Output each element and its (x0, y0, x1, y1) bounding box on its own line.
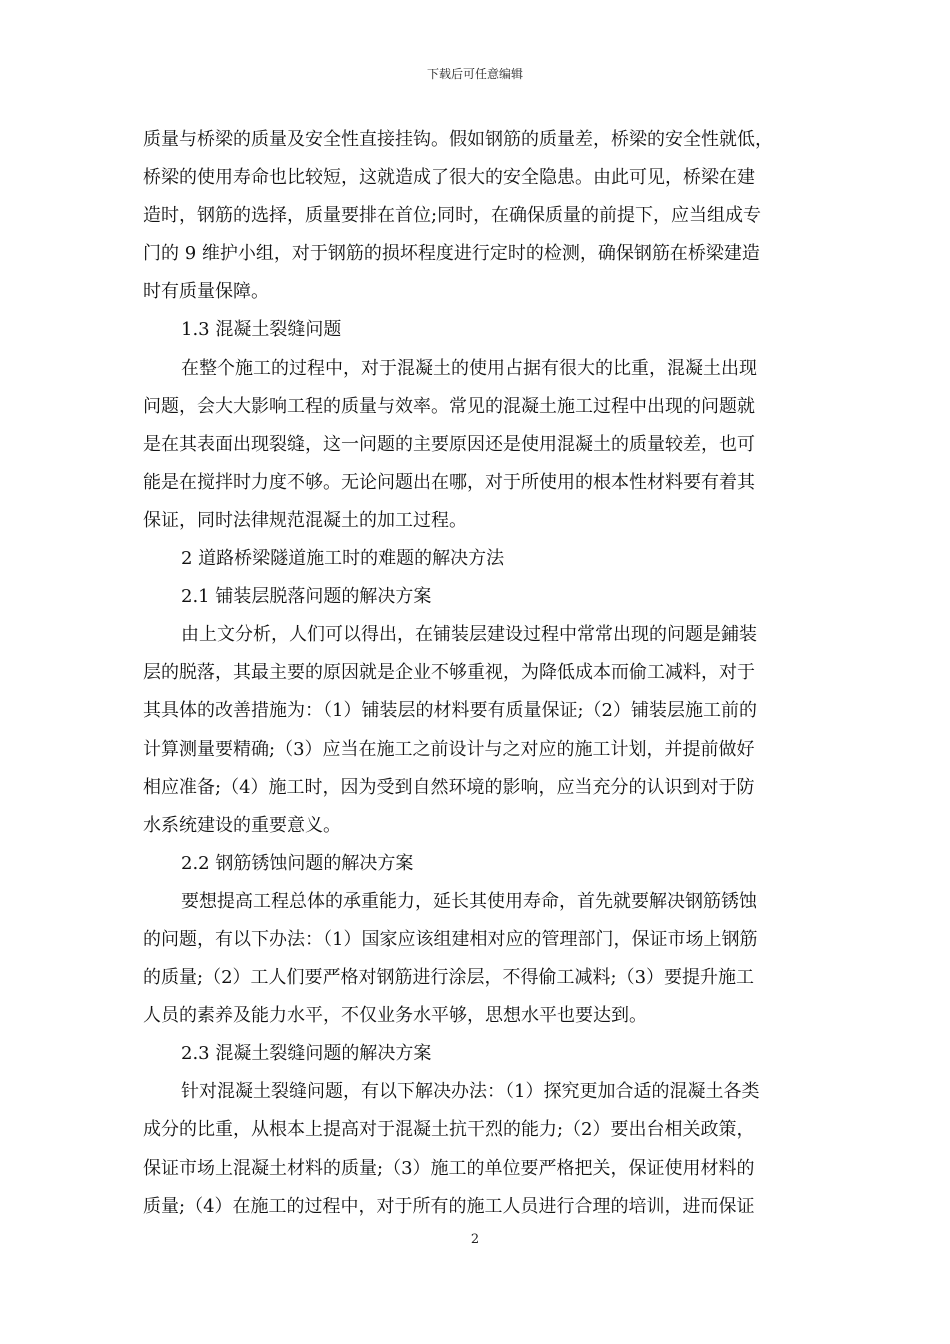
text-line: 的问题，有以下办法：（1）国家应该组建相对应的管理部门，保证市场上钢筋 (143, 928, 758, 950)
text-line: 成分的比重，从根本上提高对于混凝土抗干烈的能力;（2）要出台相关政策， (143, 1119, 755, 1141)
text-line: 问题，会大大影响工程的质量与效率。常见的混凝土施工过程中出现的问题就 (143, 395, 755, 417)
text-line: 层的脱落，其最主要的原因就是企业不够重视，为降低成本而偷工减料，对于 (143, 662, 755, 684)
text-line: 由上文分析，人们可以得出，在铺装层建设过程中常常出现的问题是鋪装 (181, 624, 757, 646)
text-line: 桥梁的使用寿命也比较短，这就造成了很大的安全隐患。由此可见，桥梁在建 (143, 167, 755, 189)
text-line: 其具体的改善措施为：（1）铺装层的材料要有质量保证;（2）铺装层施工前的 (143, 700, 757, 722)
text-line: 时有质量保障。 (143, 281, 269, 303)
text-line: 人员的素养及能力水平，不仅业务水平够，思想水平也要达到。 (143, 1005, 647, 1027)
page-number: 2 (470, 1232, 480, 1247)
text-line: 2 道路桥梁隧道施工时的难题的解决方法 (181, 548, 505, 570)
text-line: 2.3 混凝土裂缝问题的解决方案 (181, 1043, 432, 1065)
text-line: 质量与桥梁的质量及安全性直接挂钩。假如钢筋的质量差，桥梁的安全性就低， (143, 129, 773, 150)
text-line: 1.3 混凝土裂缝问题 (181, 319, 342, 341)
text-line: 2.2 钢筋锈蚀问题的解决方案 (181, 852, 414, 874)
document-body (143, 121, 810, 1226)
text-line: 质量;（4）在施工的过程中，对于所有的施工人员进行合理的培训，进而保证 (143, 1195, 755, 1217)
text-line: 门的 9 维护小组，对于钢筋的损坏程度进行定时的检测，确保钢筋在桥梁建造 (143, 243, 760, 265)
text-line: 在整个施工的过程中，对于混凝土的使用占据有很大的比重，混凝土出现 (181, 357, 757, 379)
page-header: 下载后可任意编辑 (426, 67, 523, 81)
text-line: 计算测量要精确;（3）应当在施工之前设计与之对应的施工计划，并提前做好 (143, 738, 755, 760)
text-line: 相应准备;（4）施工时，因为受到自然环境的影响，应当充分的认识到对于防 (143, 776, 755, 798)
text-line: 能是在搅拌时力度不够。无论问题出在哪，对于所使用的根本性材料要有着其 (143, 471, 755, 493)
text-line: 2.1 铺装层脱落问题的解决方案 (181, 586, 432, 608)
text-line: 水系统建设的重要意义。 (143, 814, 341, 836)
text-line: 针对混凝土裂缝问题，有以下解决办法：（1）探究更加合适的混凝土各类 (181, 1081, 760, 1103)
text-line: 保证，同时法律规范混凝土的加工过程。 (143, 509, 467, 531)
text-line: 的质量;（2）工人们要严格对钢筋进行涂层，不得偷工减料;（3）要提升施工 (143, 967, 755, 989)
text-line: 保证市场上混凝土材料的质量;（3）施工的单位要严格把关，保证使用材料的 (143, 1157, 755, 1179)
text-line: 要想提高工程总体的承重能力，延长其使用寿命，首先就要解决钢筋锈蚀 (181, 890, 757, 912)
text-line: 是在其表面出现裂缝，这一问题的主要原因还是使用混凝土的质量较差，也可 (143, 433, 755, 455)
text-line: 造时，钢筋的选择，质量要排在首位;同时，在确保质量的前提下，应当组成专 (143, 205, 762, 227)
